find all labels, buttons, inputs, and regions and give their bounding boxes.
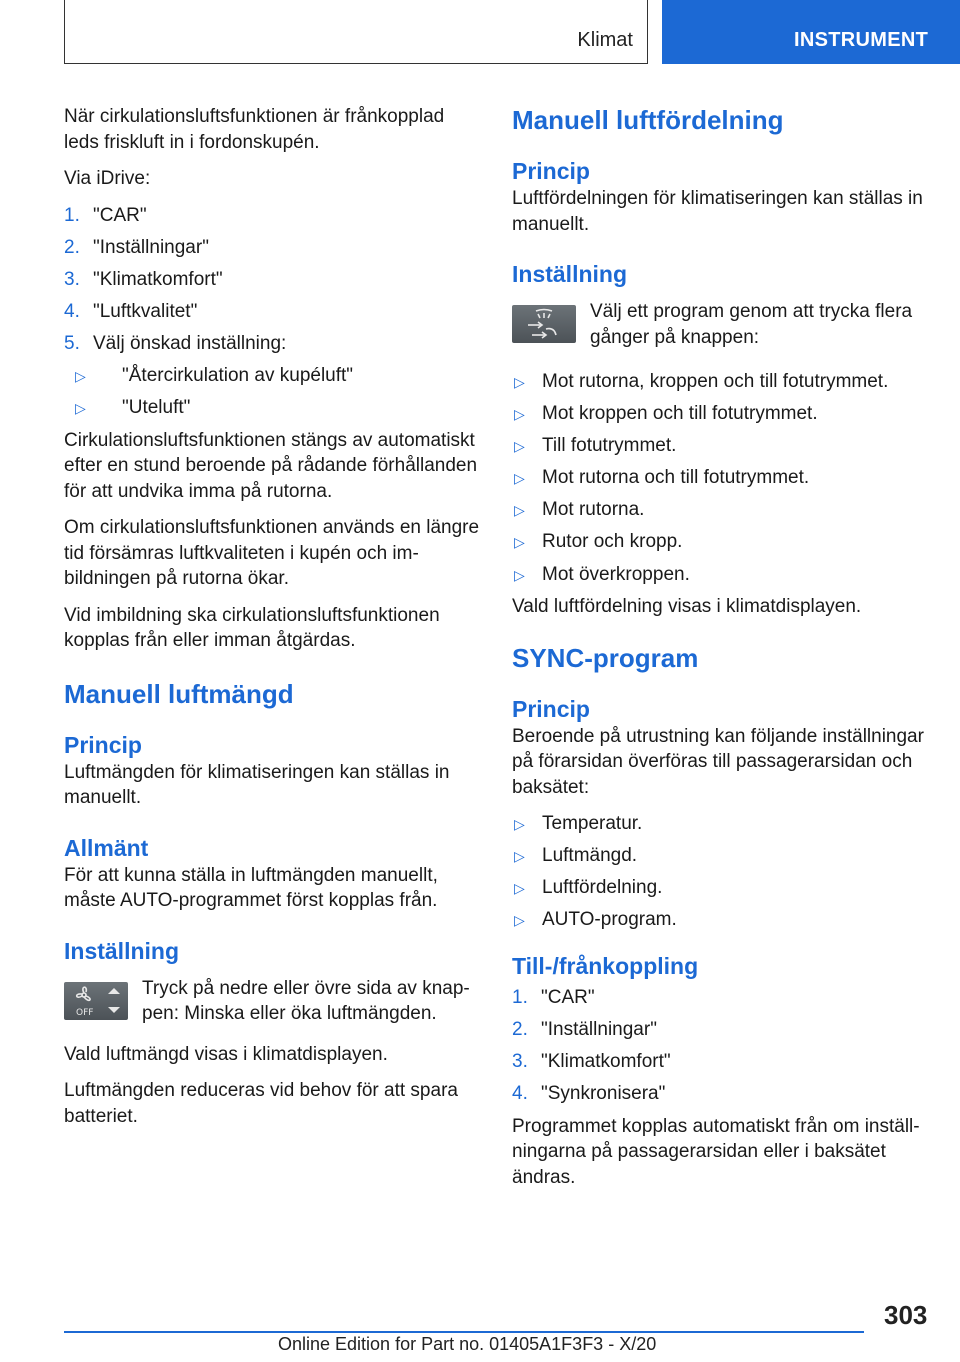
step-number: 1.	[512, 986, 528, 1008]
list-item	[512, 401, 928, 427]
option-text: Mot rutorna.	[542, 499, 645, 521]
header-section-box	[64, 0, 648, 64]
paragraph: Beroende på utrustning kan följande inställningar på förarsidan överföras till passagerarsidan och baksätet:	[512, 725, 924, 798]
subheading-principle: Princip	[512, 158, 590, 184]
list-item	[64, 299, 480, 325]
section-title: Klimat	[577, 29, 633, 51]
paragraph: Om cirkulationsluftsfunktionen används en längre tid försämras luftkvaliteten i kupén och imbildningen på rutorna ökar.	[64, 517, 480, 590]
triangle-bullet-icon: ▷	[514, 848, 525, 865]
triangle-bullet-icon: ▷	[75, 400, 86, 417]
step-text: Välj önskad inställning:	[93, 332, 287, 354]
step-number: 3.	[512, 1051, 528, 1073]
paragraph: Vid imbildning ska cirkulationsluftsfunktionen kopplas från eller imman åtgärdas.	[64, 604, 440, 652]
option-text: "Uteluft"	[122, 397, 191, 419]
option-text: Luftfördelning.	[542, 877, 663, 899]
off-label: OFF	[76, 1007, 94, 1018]
idrive-steps	[64, 203, 480, 357]
option-text: "Återcirkulation av kupéluft"	[122, 365, 354, 387]
triangle-bullet-icon: ▷	[514, 816, 525, 833]
step-number: 5.	[64, 332, 80, 354]
paragraph: Luftfördelningen för klimatiseringen kan ställas in manuellt.	[512, 188, 923, 235]
step-number: 3.	[64, 268, 80, 290]
triangle-bullet-icon: ▷	[514, 374, 525, 390]
list-item	[75, 363, 480, 389]
heading-manual-air-volume: Manuell luftmängd	[64, 678, 294, 709]
paragraph: För att kunna ställa in luftmängden manuellt, måste AUTO-programmet först kopplas från.	[64, 864, 438, 912]
option-text: Mot rutorna och till fotutrymmet.	[542, 467, 810, 489]
fan-button-icon	[64, 982, 128, 1020]
list-item	[512, 843, 928, 869]
left-column	[64, 104, 480, 1140]
list-item	[512, 907, 928, 933]
paragraph: Via iDrive:	[64, 168, 151, 189]
list-item	[512, 497, 928, 523]
list-item	[512, 562, 928, 588]
subheading-principle: Princip	[512, 695, 590, 722]
step-text: "Luftkvalitet"	[93, 300, 198, 322]
list-item	[512, 529, 928, 555]
sync-steps	[512, 985, 928, 1107]
list-item	[512, 433, 928, 459]
list-item	[512, 811, 928, 837]
option-text: Mot kroppen och till fotutrymmet.	[542, 403, 818, 425]
list-item	[512, 1049, 928, 1075]
triangle-bullet-icon: ▷	[514, 880, 525, 897]
chapter-title: INSTRUMENT	[794, 29, 929, 51]
list-item	[512, 875, 928, 901]
footer-divider	[64, 1331, 864, 1333]
sync-options	[512, 811, 928, 933]
step-text: "Inställningar"	[541, 1018, 657, 1040]
subheading-on-off: Till-/frånkoppling	[512, 952, 699, 979]
header-chapter-tab	[662, 0, 960, 64]
subheading-general: Allmänt	[64, 834, 149, 861]
paragraph: Cirkulationsluftsfunktionen stängs av automatiskt efter en stund beroende på rådande förhållanden för att undvika imma på rutorna.	[64, 429, 478, 502]
step-text: "Klimatkomfort"	[93, 268, 223, 290]
step-text: "Klimatkomfort"	[541, 1051, 671, 1073]
list-item	[512, 1081, 928, 1107]
step-text: "Inställningar"	[93, 236, 209, 258]
list-item	[512, 985, 928, 1011]
triangle-bullet-icon: ▷	[514, 566, 525, 583]
sub-options	[64, 363, 480, 421]
step-number: 4.	[512, 1083, 528, 1105]
page-number: 303	[884, 1300, 928, 1330]
option-text: Temperatur.	[542, 813, 643, 835]
triangle-bullet-icon: ▷	[514, 470, 525, 487]
list-item	[64, 203, 480, 229]
list-item	[64, 267, 480, 293]
triangle-bullet-icon: ▷	[514, 406, 525, 423]
step-number: 1.	[64, 204, 80, 226]
list-item	[64, 331, 480, 357]
paragraph: Vald luftfördelning visas i klimatdisplayen.	[512, 596, 862, 618]
option-text: Till fotutrymmet.	[542, 435, 677, 457]
triangle-bullet-icon: ▷	[514, 912, 525, 929]
air-distribution-icon	[512, 305, 576, 343]
subheading-setting: Inställning	[512, 261, 627, 287]
list-item	[512, 369, 928, 395]
triangle-bullet-icon: ▷	[514, 438, 525, 455]
fan-button-row	[64, 976, 480, 1028]
option-text: AUTO-program.	[542, 909, 677, 931]
list-item	[75, 395, 480, 421]
step-text: "Synkronisera"	[541, 1083, 666, 1105]
triangle-bullet-icon: ▷	[514, 534, 525, 551]
list-item	[512, 465, 928, 491]
list-item	[64, 235, 480, 261]
option-text: Luftmängd.	[542, 845, 638, 867]
heading-sync-program: SYNC-program	[512, 642, 699, 673]
right-column	[512, 104, 928, 1201]
paragraph: Luftmängden för klimatiseringen kan ställas in manuellt.	[64, 761, 450, 809]
distribution-button-row	[512, 299, 928, 351]
subheading-principle: Princip	[64, 731, 142, 758]
list-item	[512, 1017, 928, 1043]
subheading-setting: Inställning	[64, 937, 179, 964]
option-text: Mot rutorna, kroppen och till fotutrymmet.	[542, 371, 889, 392]
option-text: Mot överkroppen.	[542, 563, 690, 585]
icon-description: Tryck på nedre eller övre sida av knappen: Minska eller öka luftmängden.	[142, 977, 470, 1025]
heading-manual-air-distribution: Manuell luftfördelning	[512, 105, 784, 135]
option-text: Rutor och kropp.	[542, 531, 683, 553]
paragraph: Vald luftmängd visas i klimatdisplayen.	[64, 1043, 388, 1065]
triangle-bullet-icon: ▷	[75, 368, 86, 385]
paragraph: Programmet kopplas automatiskt från om inställningarna på passagerarsidan eller i baksätet ändras.	[512, 1115, 920, 1188]
distribution-options	[512, 369, 928, 587]
step-text: "CAR"	[93, 204, 147, 226]
footer-edition: Online Edition for Part no. 01405A1F3F3 - X/20	[278, 1334, 657, 1354]
step-number: 2.	[512, 1018, 528, 1040]
icon-description: Välj ett program genom att trycka flera gånger på knappen:	[590, 301, 913, 348]
triangle-bullet-icon: ▷	[514, 502, 525, 519]
paragraph: Luftmängden reduceras vid behov för att spara batteriet.	[64, 1080, 458, 1127]
step-number: 4.	[64, 300, 80, 322]
step-number: 2.	[64, 236, 80, 258]
step-text: "CAR"	[541, 986, 595, 1008]
paragraph: När cirkulationsluftsfunktionen är frånkopplad leds friskluft in i fordonskupén.	[64, 106, 445, 153]
